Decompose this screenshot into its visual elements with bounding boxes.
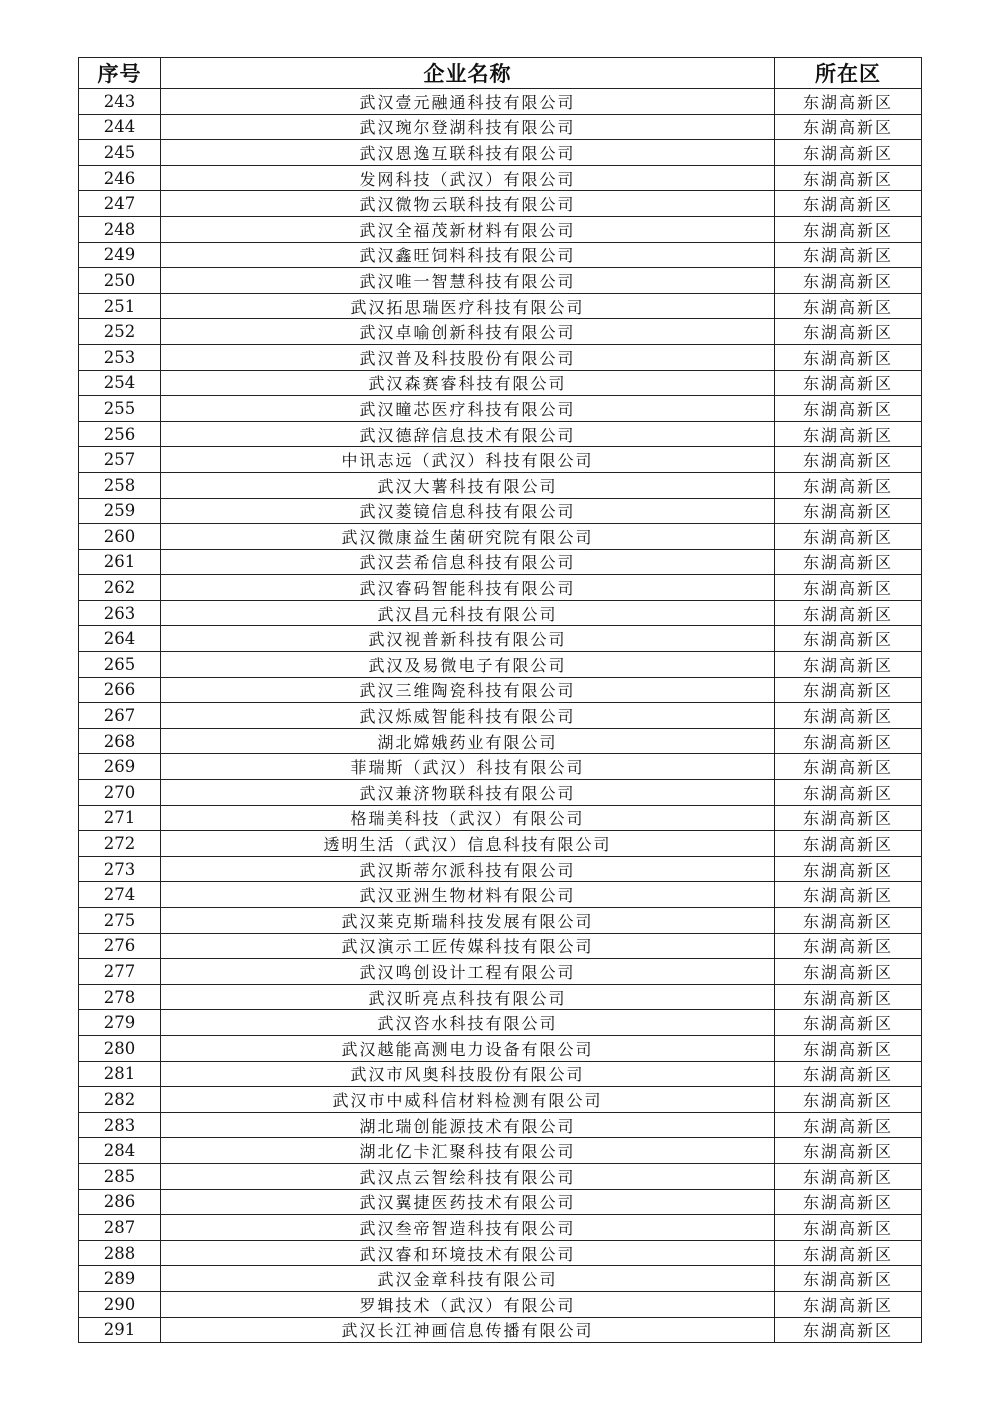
table-row [79, 370, 922, 396]
table-row [79, 293, 922, 319]
district-cell: 东湖高新区 [775, 959, 922, 985]
row-index-cell: 266 [79, 677, 161, 703]
row-index-cell: 254 [79, 370, 161, 396]
company-name-cell: 武汉壹元融通科技有限公司 [161, 89, 775, 115]
row-index-cell: 280 [79, 1035, 161, 1061]
table-row [79, 703, 922, 729]
company-name-cell: 湖北瑞创能源技术有限公司 [161, 1112, 775, 1138]
row-index-cell: 287 [79, 1215, 161, 1241]
table-row [79, 268, 922, 294]
district-cell: 东湖高新区 [775, 396, 922, 422]
row-index-cell: 247 [79, 191, 161, 217]
table-row [79, 831, 922, 857]
row-index-cell: 265 [79, 652, 161, 678]
row-index-cell: 269 [79, 754, 161, 780]
company-name-cell: 武汉越能高测电力设备有限公司 [161, 1035, 775, 1061]
row-index-cell: 264 [79, 626, 161, 652]
row-index-cell: 244 [79, 114, 161, 140]
table-row [79, 1189, 922, 1215]
district-cell: 东湖高新区 [775, 805, 922, 831]
company-name-cell: 武汉翼捷医药技术有限公司 [161, 1189, 775, 1215]
table-row [79, 1112, 922, 1138]
district-cell: 东湖高新区 [775, 652, 922, 678]
table-row [79, 549, 922, 575]
table-row [79, 421, 922, 447]
company-name-cell: 武汉演示工匠传媒科技有限公司 [161, 933, 775, 959]
district-cell: 东湖高新区 [775, 1317, 922, 1343]
district-cell: 东湖高新区 [775, 1215, 922, 1241]
company-name-cell: 武汉三维陶瓷科技有限公司 [161, 677, 775, 703]
company-name-cell: 湖北嫦娥药业有限公司 [161, 728, 775, 754]
row-index-cell: 249 [79, 242, 161, 268]
company-name-cell: 武汉咨水科技有限公司 [161, 1010, 775, 1036]
table-row [79, 1163, 922, 1189]
district-cell: 东湖高新区 [775, 344, 922, 370]
company-name-cell: 武汉睿和环境技术有限公司 [161, 1240, 775, 1266]
row-index-cell: 261 [79, 549, 161, 575]
row-index-cell: 263 [79, 600, 161, 626]
table-body [79, 89, 922, 1343]
company-name-cell: 发网科技（武汉）有限公司 [161, 165, 775, 191]
district-cell: 东湖高新区 [775, 1087, 922, 1113]
company-name-cell: 武汉昕亮点科技有限公司 [161, 984, 775, 1010]
district-cell: 东湖高新区 [775, 856, 922, 882]
table-row [79, 319, 922, 345]
company-name-cell: 武汉及易微电子有限公司 [161, 652, 775, 678]
company-name-cell: 武汉金章科技有限公司 [161, 1266, 775, 1292]
row-index-cell: 252 [79, 319, 161, 345]
table-row [79, 959, 922, 985]
row-index-cell: 258 [79, 472, 161, 498]
row-index-cell: 284 [79, 1138, 161, 1164]
district-cell: 东湖高新区 [775, 1291, 922, 1317]
row-index-cell: 270 [79, 780, 161, 806]
row-index-cell: 255 [79, 396, 161, 422]
company-name-cell: 武汉市中威科信材料检测有限公司 [161, 1087, 775, 1113]
district-cell: 东湖高新区 [775, 1266, 922, 1292]
district-cell: 东湖高新区 [775, 498, 922, 524]
row-index-cell: 283 [79, 1112, 161, 1138]
table-row [79, 652, 922, 678]
table-row [79, 344, 922, 370]
company-name-cell: 武汉莱克斯瑞科技发展有限公司 [161, 908, 775, 934]
company-name-cell: 武汉唯一智慧科技有限公司 [161, 268, 775, 294]
row-index-cell: 278 [79, 984, 161, 1010]
district-cell: 东湖高新区 [775, 242, 922, 268]
district-cell: 东湖高新区 [775, 421, 922, 447]
table-row [79, 191, 922, 217]
company-name-cell: 罗辑技术（武汉）有限公司 [161, 1291, 775, 1317]
district-cell: 东湖高新区 [775, 754, 922, 780]
row-index-cell: 256 [79, 421, 161, 447]
table-row [79, 472, 922, 498]
district-cell: 东湖高新区 [775, 575, 922, 601]
row-index-cell: 277 [79, 959, 161, 985]
table-row [79, 1138, 922, 1164]
district-cell: 东湖高新区 [775, 1010, 922, 1036]
row-index-cell: 286 [79, 1189, 161, 1215]
row-index-cell: 268 [79, 728, 161, 754]
district-cell: 东湖高新区 [775, 1163, 922, 1189]
table-row [79, 754, 922, 780]
table-row [79, 1317, 922, 1343]
company-name-cell: 武汉长江神画信息传播有限公司 [161, 1317, 775, 1343]
company-name-cell: 中讯志远（武汉）科技有限公司 [161, 447, 775, 473]
header-district: 所在区 [775, 58, 922, 89]
company-name-cell: 透明生活（武汉）信息科技有限公司 [161, 831, 775, 857]
row-index-cell: 260 [79, 524, 161, 550]
table-row [79, 89, 922, 115]
district-cell: 东湖高新区 [775, 472, 922, 498]
row-index-cell: 267 [79, 703, 161, 729]
row-index-cell: 274 [79, 882, 161, 908]
row-index-cell: 248 [79, 216, 161, 242]
table-row [79, 728, 922, 754]
company-name-cell: 武汉视普新科技有限公司 [161, 626, 775, 652]
table-row [79, 933, 922, 959]
table-row [79, 908, 922, 934]
table-row [79, 524, 922, 550]
company-name-cell: 武汉市风奥科技股份有限公司 [161, 1061, 775, 1087]
row-index-cell: 289 [79, 1266, 161, 1292]
row-index-cell: 291 [79, 1317, 161, 1343]
district-cell: 东湖高新区 [775, 1112, 922, 1138]
table-row [79, 805, 922, 831]
table-row [79, 626, 922, 652]
company-name-cell: 武汉德辞信息技术有限公司 [161, 421, 775, 447]
district-cell: 东湖高新区 [775, 1138, 922, 1164]
row-index-cell: 273 [79, 856, 161, 882]
company-name-cell: 武汉恩逸互联科技有限公司 [161, 140, 775, 166]
row-index-cell: 282 [79, 1087, 161, 1113]
row-index-cell: 259 [79, 498, 161, 524]
row-index-cell: 290 [79, 1291, 161, 1317]
district-cell: 东湖高新区 [775, 933, 922, 959]
district-cell: 东湖高新区 [775, 600, 922, 626]
company-name-cell: 武汉琬尔登湖科技有限公司 [161, 114, 775, 140]
company-name-cell: 武汉拓思瑞医疗科技有限公司 [161, 293, 775, 319]
district-cell: 东湖高新区 [775, 908, 922, 934]
row-index-cell: 245 [79, 140, 161, 166]
company-name-cell: 武汉斯蒂尔派科技有限公司 [161, 856, 775, 882]
table-row [79, 447, 922, 473]
company-name-cell: 湖北亿卡汇聚科技有限公司 [161, 1138, 775, 1164]
company-name-cell: 格瑞美科技（武汉）有限公司 [161, 805, 775, 831]
table-row [79, 1035, 922, 1061]
table-row [79, 1291, 922, 1317]
table-row [79, 1266, 922, 1292]
district-cell: 东湖高新区 [775, 984, 922, 1010]
table-row [79, 856, 922, 882]
table-row [79, 242, 922, 268]
table-row [79, 114, 922, 140]
company-name-cell: 武汉兼济物联科技有限公司 [161, 780, 775, 806]
row-index-cell: 271 [79, 805, 161, 831]
table-row [79, 216, 922, 242]
company-name-cell: 武汉菱镜信息科技有限公司 [161, 498, 775, 524]
company-name-cell: 武汉点云智绘科技有限公司 [161, 1163, 775, 1189]
district-cell: 东湖高新区 [775, 524, 922, 550]
header-company-name: 企业名称 [161, 58, 775, 89]
district-cell: 东湖高新区 [775, 1189, 922, 1215]
table-row [79, 498, 922, 524]
district-cell: 东湖高新区 [775, 677, 922, 703]
table-row [79, 984, 922, 1010]
header-index: 序号 [79, 58, 161, 89]
row-index-cell: 288 [79, 1240, 161, 1266]
table-row [79, 1061, 922, 1087]
district-cell: 东湖高新区 [775, 549, 922, 575]
row-index-cell: 243 [79, 89, 161, 115]
district-cell: 东湖高新区 [775, 319, 922, 345]
district-cell: 东湖高新区 [775, 216, 922, 242]
district-cell: 东湖高新区 [775, 370, 922, 396]
table-row [79, 600, 922, 626]
row-index-cell: 246 [79, 165, 161, 191]
company-name-cell: 武汉卓喻创新科技有限公司 [161, 319, 775, 345]
district-cell: 东湖高新区 [775, 1035, 922, 1061]
row-index-cell: 276 [79, 933, 161, 959]
company-name-cell: 武汉亚洲生物材料有限公司 [161, 882, 775, 908]
district-cell: 东湖高新区 [775, 140, 922, 166]
table-row [79, 575, 922, 601]
table-row [79, 140, 922, 166]
district-cell: 东湖高新区 [775, 882, 922, 908]
company-name-cell: 武汉森赛睿科技有限公司 [161, 370, 775, 396]
header-row [79, 58, 922, 89]
row-index-cell: 257 [79, 447, 161, 473]
company-name-cell: 武汉叁帝智造科技有限公司 [161, 1215, 775, 1241]
row-index-cell: 250 [79, 268, 161, 294]
company-name-cell: 武汉大薯科技有限公司 [161, 472, 775, 498]
district-cell: 东湖高新区 [775, 89, 922, 115]
row-index-cell: 281 [79, 1061, 161, 1087]
table-row [79, 396, 922, 422]
company-name-cell: 武汉全福茂新材料有限公司 [161, 216, 775, 242]
table-row [79, 677, 922, 703]
table-row [79, 1215, 922, 1241]
table-header [79, 58, 922, 89]
district-cell: 东湖高新区 [775, 780, 922, 806]
row-index-cell: 253 [79, 344, 161, 370]
table-row [79, 1010, 922, 1036]
row-index-cell: 279 [79, 1010, 161, 1036]
district-cell: 东湖高新区 [775, 447, 922, 473]
district-cell: 东湖高新区 [775, 626, 922, 652]
row-index-cell: 285 [79, 1163, 161, 1189]
table-row [79, 882, 922, 908]
district-cell: 东湖高新区 [775, 293, 922, 319]
district-cell: 东湖高新区 [775, 1061, 922, 1087]
company-name-cell: 武汉芸希信息科技有限公司 [161, 549, 775, 575]
district-cell: 东湖高新区 [775, 703, 922, 729]
district-cell: 东湖高新区 [775, 1240, 922, 1266]
company-name-cell: 武汉烁威智能科技有限公司 [161, 703, 775, 729]
company-name-cell: 武汉鸣创设计工程有限公司 [161, 959, 775, 985]
row-index-cell: 275 [79, 908, 161, 934]
district-cell: 东湖高新区 [775, 191, 922, 217]
district-cell: 东湖高新区 [775, 165, 922, 191]
district-cell: 东湖高新区 [775, 268, 922, 294]
company-name-cell: 武汉微物云联科技有限公司 [161, 191, 775, 217]
company-name-cell: 武汉微康益生菌研究院有限公司 [161, 524, 775, 550]
company-name-cell: 武汉昌元科技有限公司 [161, 600, 775, 626]
company-name-cell: 武汉瞳芯医疗科技有限公司 [161, 396, 775, 422]
table-row [79, 1240, 922, 1266]
district-cell: 东湖高新区 [775, 831, 922, 857]
district-cell: 东湖高新区 [775, 114, 922, 140]
company-list-table [78, 57, 922, 1343]
table-row [79, 165, 922, 191]
table-row [79, 1087, 922, 1113]
table-row [79, 780, 922, 806]
company-name-cell: 武汉睿码智能科技有限公司 [161, 575, 775, 601]
row-index-cell: 251 [79, 293, 161, 319]
row-index-cell: 272 [79, 831, 161, 857]
company-name-cell: 武汉鑫旺饲料科技有限公司 [161, 242, 775, 268]
company-name-cell: 武汉普及科技股份有限公司 [161, 344, 775, 370]
row-index-cell: 262 [79, 575, 161, 601]
company-name-cell: 菲瑞斯（武汉）科技有限公司 [161, 754, 775, 780]
district-cell: 东湖高新区 [775, 728, 922, 754]
